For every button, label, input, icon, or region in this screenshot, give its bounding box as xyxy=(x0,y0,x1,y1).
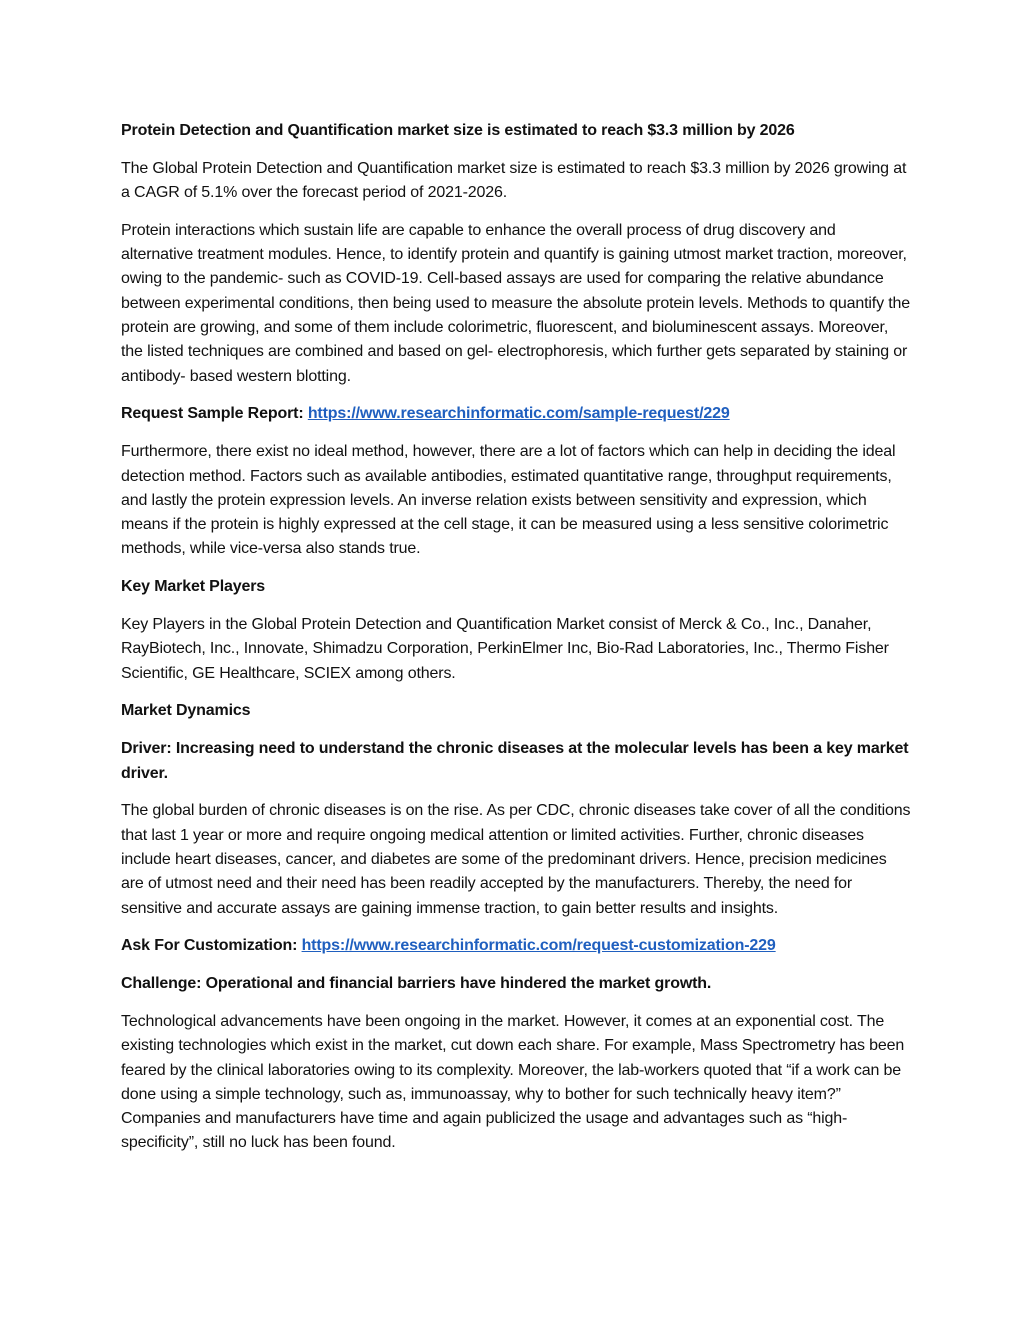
protein-interactions-paragraph: Protein interactions which sustain life are capable to enhance the overall process of drug discovery and alternative treatment modules. Hence, to identify protein and quantify is gaining utmost market traction, moreover, owing to the pandemic- such as COVID-19. Cell-based assays are used for comparing the relative abundance between experimental conditions, then being used to measure the absolute protein levels. Methods to quantify the protein are growing, and some of them include colorimetric, fluorescent, and bioluminescent assays. Moreover, the listed techniques are combined and based on gel- electrophoresis, which further gets separated by staining or antibody- based western blotting. xyxy=(121,221,911,385)
request-sample-label: Request Sample Report: xyxy=(121,405,304,423)
customization-label: Ask For Customization: xyxy=(121,937,298,955)
challenge-paragraph: Technological advancements have been ongoing in the market. However, it comes at an exponential cost. The existing technologies which exist in the market, cut down each share. For example, Mass Spectrometry has been feared by the clinical laboratories owing to its complexity. Moreover, the lab-workers quoted that “if a work can be done using a simple technology, such as, immunoassay, why to bother for such technically heavy item?” Companies and manufacturers have time and again publicized the usage and advantages such as “high-specificity”, still no luck has been found. xyxy=(121,1012,905,1152)
document-body xyxy=(121,119,911,1169)
market-dynamics-heading: Market Dynamics xyxy=(121,702,251,720)
challenge-heading: Challenge: Operational and financial barriers have hindered the market growth. xyxy=(121,975,712,993)
driver-paragraph: The global burden of chronic diseases is on the rise. As per CDC, chronic diseases take cover of all the conditions that last 1 year or more and require ongoing medical attention or limited activities. Further, chronic diseases include heart diseases, cancer, and diabetes are some of the predominant drivers. Hence, precision medicines are of utmost need and their need has been readily accepted by the manufacturers. Thereby, the need for sensitive and accurate assays are gaining immense traction, to gain better results and insights. xyxy=(121,802,911,917)
detection-method-paragraph: Furthermore, there exist no ideal method, however, there are a lot of factors which can help in deciding the ideal detection method. Factors such as available antibodies, estimated quantitative range, throughput requirements, and lastly the protein expression levels. An inverse relation exists between sensitivity and expression, which means if the protein is highly expressed at the cell stage, it can be measured using a less sensitive colorimetric methods, while vice-versa also stands true. xyxy=(121,443,896,558)
document-title: Protein Detection and Quantification market size is estimated to reach $3.3 million by 2026 xyxy=(121,122,795,139)
request-sample-link[interactable]: https://www.researchinformatic.com/sample-request/229 xyxy=(307,405,730,423)
driver-heading: Driver: Increasing need to understand the chronic diseases at the molecular levels has been a key market driver. xyxy=(121,740,909,782)
intro-paragraph: The Global Protein Detection and Quantification market size is estimated to reach $3.3 million by 2026 growing at a CAGR of 5.1% over the forecast period of 2021-2026. xyxy=(121,159,907,202)
customization-line xyxy=(121,934,911,958)
key-players-heading: Key Market Players xyxy=(121,578,266,596)
key-players-paragraph: Key Players in the Global Protein Detection and Quantification Market consist of Merck & Co., Inc., Danaher, RayBiotech, Inc., Innovate, Shimadzu Corporation, PerkinElmer Inc, Bio-Rad Laboratories, Inc., Thermo Fisher Scientific, GE Healthcare, SCIEX among others. xyxy=(121,616,889,682)
customization-link[interactable]: https://www.researchinformatic.com/request-customization-229 xyxy=(301,937,776,955)
request-sample-line xyxy=(121,402,911,426)
